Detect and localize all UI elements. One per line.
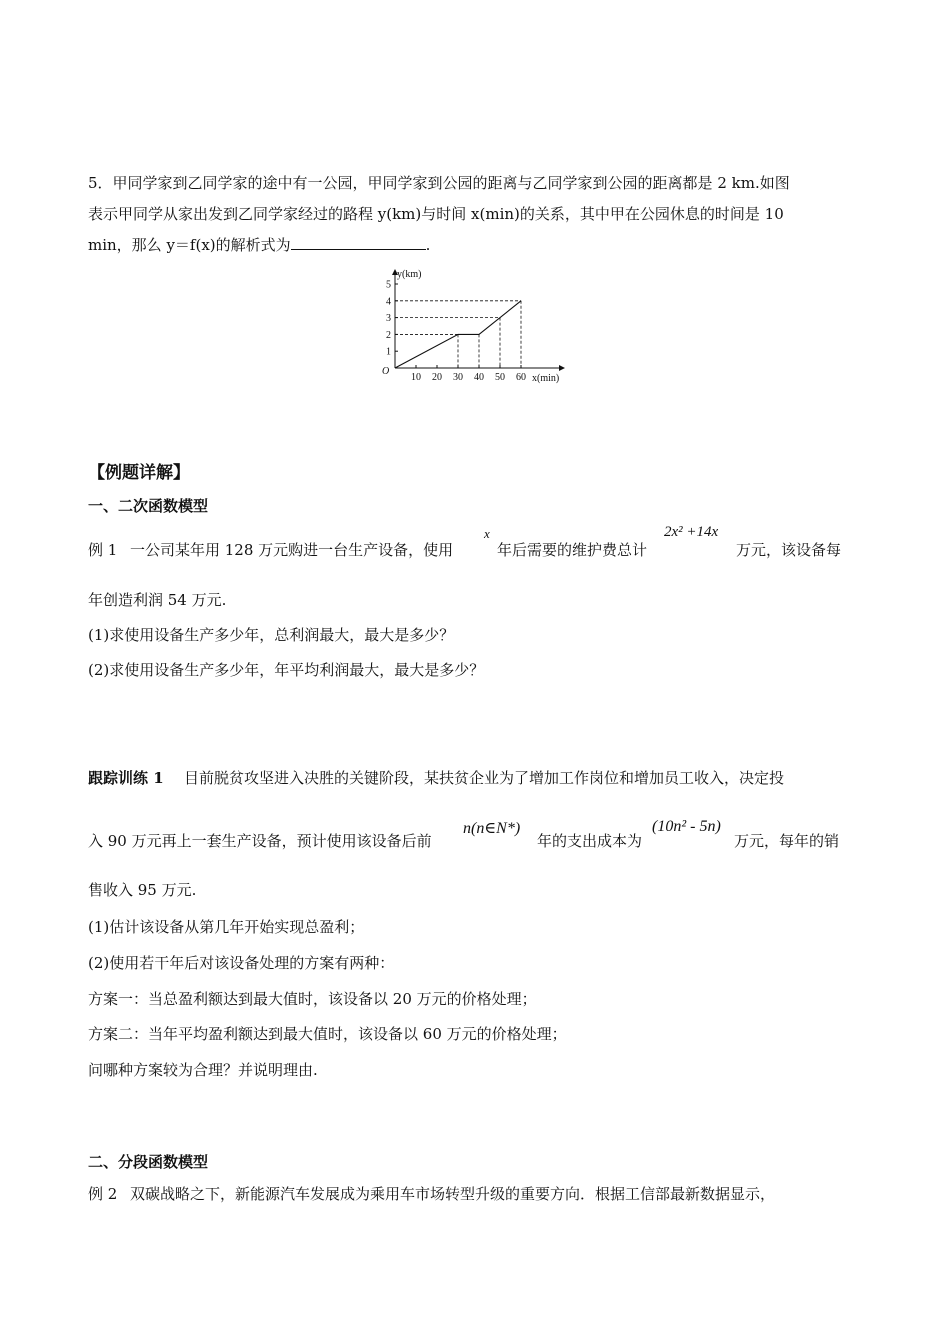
example1-text-c: 万元，该设备每 xyxy=(736,541,842,559)
x-tick-label: 60 xyxy=(516,372,526,383)
training1-line2a: 入 90 万元再上一套生产设备，预计使用该设备后前 xyxy=(88,832,432,850)
training1-line1: 目前脱贫攻坚进入决胜的关键阶段，某扶贫企业为了增加工作岗位和增加员工收入，决定投 xyxy=(184,769,785,787)
x-tick-label: 20 xyxy=(432,372,442,383)
x-tick-label: 40 xyxy=(474,372,484,383)
training1-formula-cost: (10n² - 5n) xyxy=(652,818,721,835)
section2-title: 二、分段函数模型 xyxy=(88,1153,209,1171)
x-tick-label: 50 xyxy=(495,372,505,383)
training1-ask: 问哪种方案较为合理？并说明理由. xyxy=(88,1061,318,1079)
example1-label: 例 1 xyxy=(88,541,118,559)
example1-var-x: x xyxy=(484,526,490,541)
distance-time-graph xyxy=(368,266,573,388)
example1-line2: 年创造利润 54 万元. xyxy=(88,591,227,609)
example1-text-b: 年后需要的维护费总计 xyxy=(497,541,648,559)
problem5-line1: 5．甲同学家到乙同学家的途中有一公园，甲同学家到公园的距离与乙同学家到公园的距离都是 2 km.如图 xyxy=(88,174,790,192)
training1-q1: (1)估计该设备从第几年开始实现总盈利； xyxy=(88,918,365,936)
answer-blank xyxy=(291,235,426,250)
section-header: 【例题详解】 xyxy=(88,463,190,483)
y-tick-label: 4 xyxy=(386,296,391,308)
axis-ticks xyxy=(386,280,526,384)
problem5-line3-end: . xyxy=(425,236,431,254)
example1-q1: (1)求使用设备生产多少年，总利润最大，最大是多少？ xyxy=(88,626,455,644)
training1-q2: (2)使用若干年后对该设备处理的方案有两种： xyxy=(88,954,395,972)
problem5-line3-text: min，那么 y＝f(x)的解析式为 xyxy=(88,236,291,254)
example1-text-a: 一公司某年用 128 万元购进一台生产设备，使用 xyxy=(130,541,454,559)
example1-q2: (2)求使用设备生产多少年，年平均利润最大，最大是多少？ xyxy=(88,661,485,679)
origin-label: O xyxy=(382,366,390,377)
training1-line2c: 万元，每年的销 xyxy=(734,832,840,850)
problem5-line2: 表示甲同学从家出发到乙同学家经过的路程 y(km)与时间 x(min)的关系，其中甲在公园休息的时间是 10 xyxy=(88,205,784,223)
y-tick-label: 1 xyxy=(386,346,391,358)
training1-line3: 售收入 95 万元. xyxy=(88,881,197,899)
training1-line2b: 年的支出成本为 xyxy=(537,832,643,850)
training1-formula-n: n(n∈N*) xyxy=(463,820,521,837)
training1-plan2: 方案二：当年平均盈利额达到最大值时，该设备以 60 万元的价格处理； xyxy=(88,1025,567,1043)
x-axis-label: x(min) xyxy=(532,373,560,384)
training1-label: 跟踪训练 1 xyxy=(88,769,164,787)
problem5-line3 xyxy=(88,235,430,255)
example2-line1: 双碳战略之下，新能源汽车发展成为乘用车市场转型升级的重要方向．根据工信部最新数据显示， xyxy=(130,1185,776,1203)
example1-formula: 2x² +14x xyxy=(664,524,719,540)
x-tick-label: 10 xyxy=(411,372,421,383)
series-line-distance xyxy=(395,301,521,368)
training1-plan1: 方案一：当总盈利额达到最大值时，该设备以 20 万元的价格处理； xyxy=(88,990,537,1008)
y-tick-label: 2 xyxy=(386,329,391,341)
y-tick-label: 5 xyxy=(386,279,391,291)
x-tick-label: 30 xyxy=(453,372,463,383)
y-tick-label: 3 xyxy=(386,313,391,325)
y-axis-label: y(km) xyxy=(397,269,422,280)
example2-label: 例 2 xyxy=(88,1185,118,1203)
section1-title: 一、二次函数模型 xyxy=(88,497,209,515)
